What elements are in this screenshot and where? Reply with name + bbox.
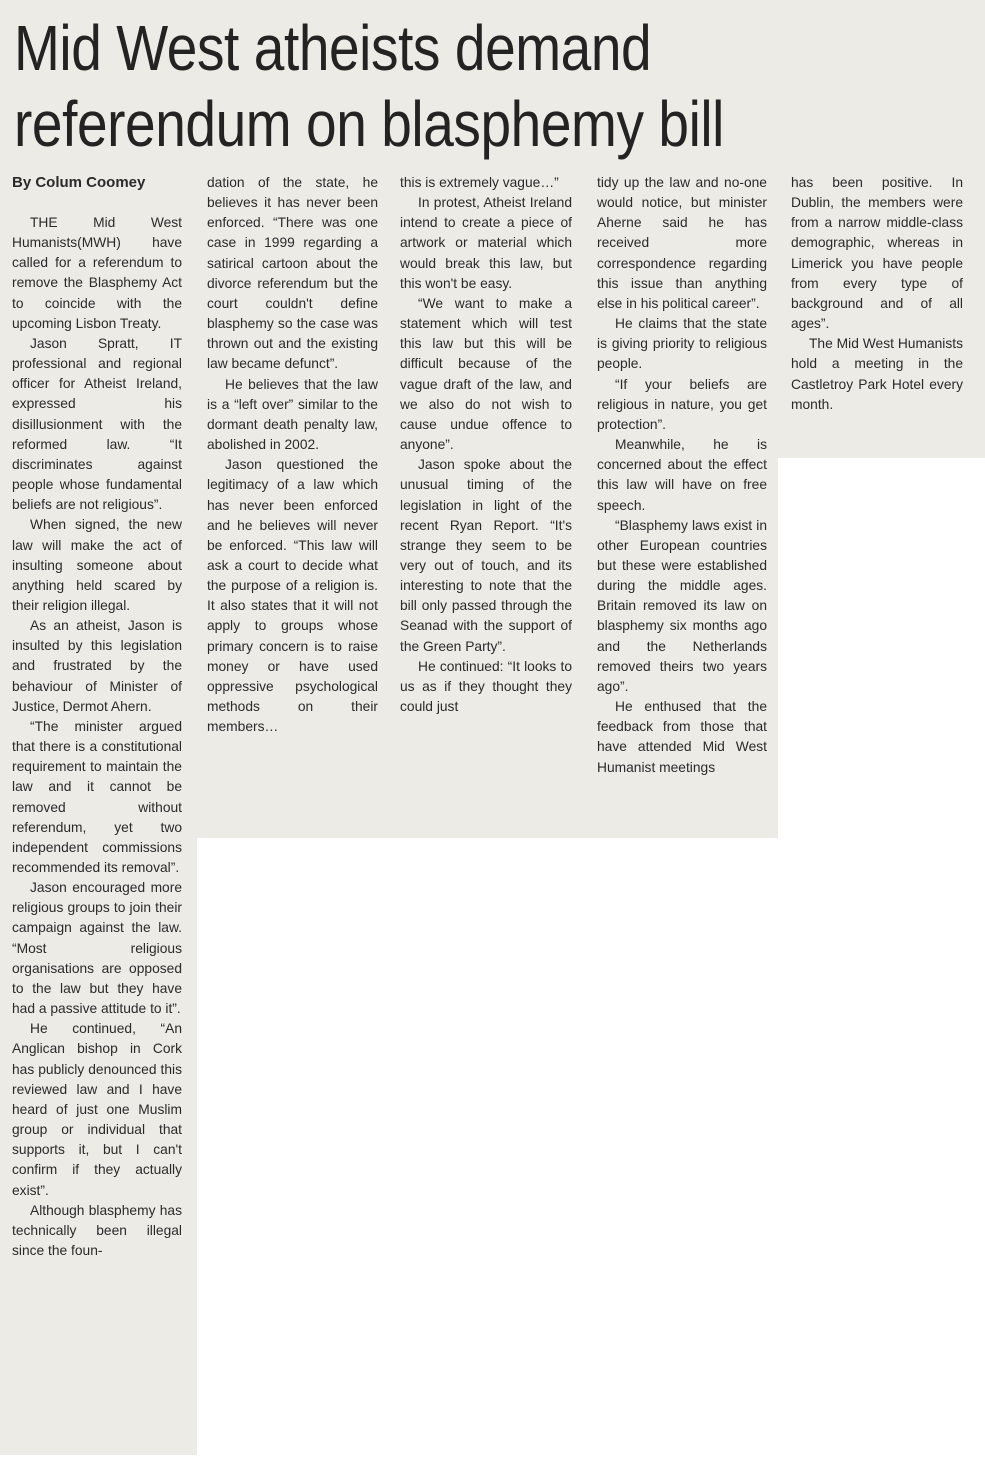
paragraph: He continued, “An Anglican bishop in Cork has publicly denounced this reviewed law and I have heard of just one Muslim group or individual that supports it, but I can't confirm if they actually exist”. [12, 1021, 182, 1198]
headline-line-2: referendum on blasphemy bill [14, 88, 724, 160]
article-column-3 [400, 173, 572, 717]
paragraph: Jason Spratt, IT professional and regional officer for Atheist Ireland, expressed his disillusionment with the reformed law. “It discriminates against people whose fundamental beliefs are not religious”. [12, 335, 182, 513]
paragraph: “If your beliefs are religious in nature, you get protection”. [597, 376, 767, 432]
paragraph: “We want to make a statement which will test this law but this will be difficult because of the vague draft of the law, and we also do not wish to cause undue offence to anyone”. [400, 295, 572, 453]
paragraph: Although blasphemy has technically been illegal since the foun- [12, 1202, 182, 1258]
paragraph: Jason spoke about the unusual timing of the legislation in light of the recent Ryan Report. “It's strange they seem to be very out of touch, and its interesting to note that the bill only passed through the Seanad with the support of the Green Party”. [400, 457, 572, 654]
paragraph: Meanwhile, he is concerned about the effect this law will have on free speech. [597, 437, 767, 513]
byline: By Colum Coomey [12, 174, 146, 191]
paragraph: “Blasphemy laws exist in other European countries but these were established during the middle ages. Britain removed its law on blasphemy six months ago and the Netherlands removed theirs two years ago”. [597, 517, 767, 694]
paragraph: He believes that the law is a “left over” similar to the dormant death penalty law, abolished in 2002. [207, 376, 378, 453]
paragraph: Jason questioned the legitimacy of a law which has never been enforced and he believes will never be enforced. “This law will ask a court to decide what the purpose of a religion is. It also states that it will not apply to groups whose primary concern is to raise money or have used oppressive psychological methods on their members… [207, 457, 378, 735]
article-column-1 [12, 213, 182, 1261]
paragraph: When signed, the new law will make the act of insulting someone about anything held scared by their religion illegal. [12, 517, 182, 613]
headline-line-1: Mid West atheists demand [14, 12, 652, 84]
paragraph: He enthused that the feedback from those that have attended Mid West Humanist meetings [597, 699, 767, 775]
paragraph: He claims that the state is giving priority to religious people. [597, 316, 767, 372]
paragraph: As an atheist, Jason is insulted by this legislation and frustrated by the behaviour of Minister of Justice, Dermot Ahern. [12, 618, 182, 714]
paragraph: this is extremely vague…” [400, 175, 559, 190]
paragraph: The Mid West Humanists hold a meeting in the Castletroy Park Hotel every month. [791, 336, 963, 412]
article-column-5 [791, 173, 963, 415]
article-column-2 [207, 173, 378, 737]
paragraph: He continued: “It looks to us as if they thought they could just [400, 658, 572, 715]
paragraph: tidy up the law and no-one would notice, but minister Aherne said he has received more correspondence regarding this issue than anything else in his political career”. [597, 175, 767, 311]
paragraph: In protest, Atheist Ireland intend to create a piece of artwork or material which would break this law, but this won't be easy. [400, 195, 572, 291]
paragraph: “The minister argued that there is a constitutional requirement to maintain the law and it cannot be removed without referendum, yet two independent commissions recommended its removal”. [12, 718, 182, 875]
article-column-4 [597, 173, 767, 778]
paragraph: has been positive. In Dublin, the members were from a narrow middle-class demographic, whereas in Limerick you have people from every type of background and of all ages”. [791, 175, 963, 332]
paragraph: THE Mid West Humanists(MWH) have called for a referendum to remove the Blasphemy Act to coincide with the upcoming Lisbon Treaty. [12, 215, 182, 331]
paragraph: Jason encouraged more religious groups to join their campaign against the law. “Most religious organisations are opposed to the law but they have had a passive attitude to it”. [12, 880, 182, 1017]
paragraph: dation of the state, he believes it has never been enforced. “There was one case in 1999 regarding a satirical cartoon about the divorce referendum but the court couldn't define blasphemy so the case was thrown out and the existing law became defunct”. [207, 175, 378, 372]
